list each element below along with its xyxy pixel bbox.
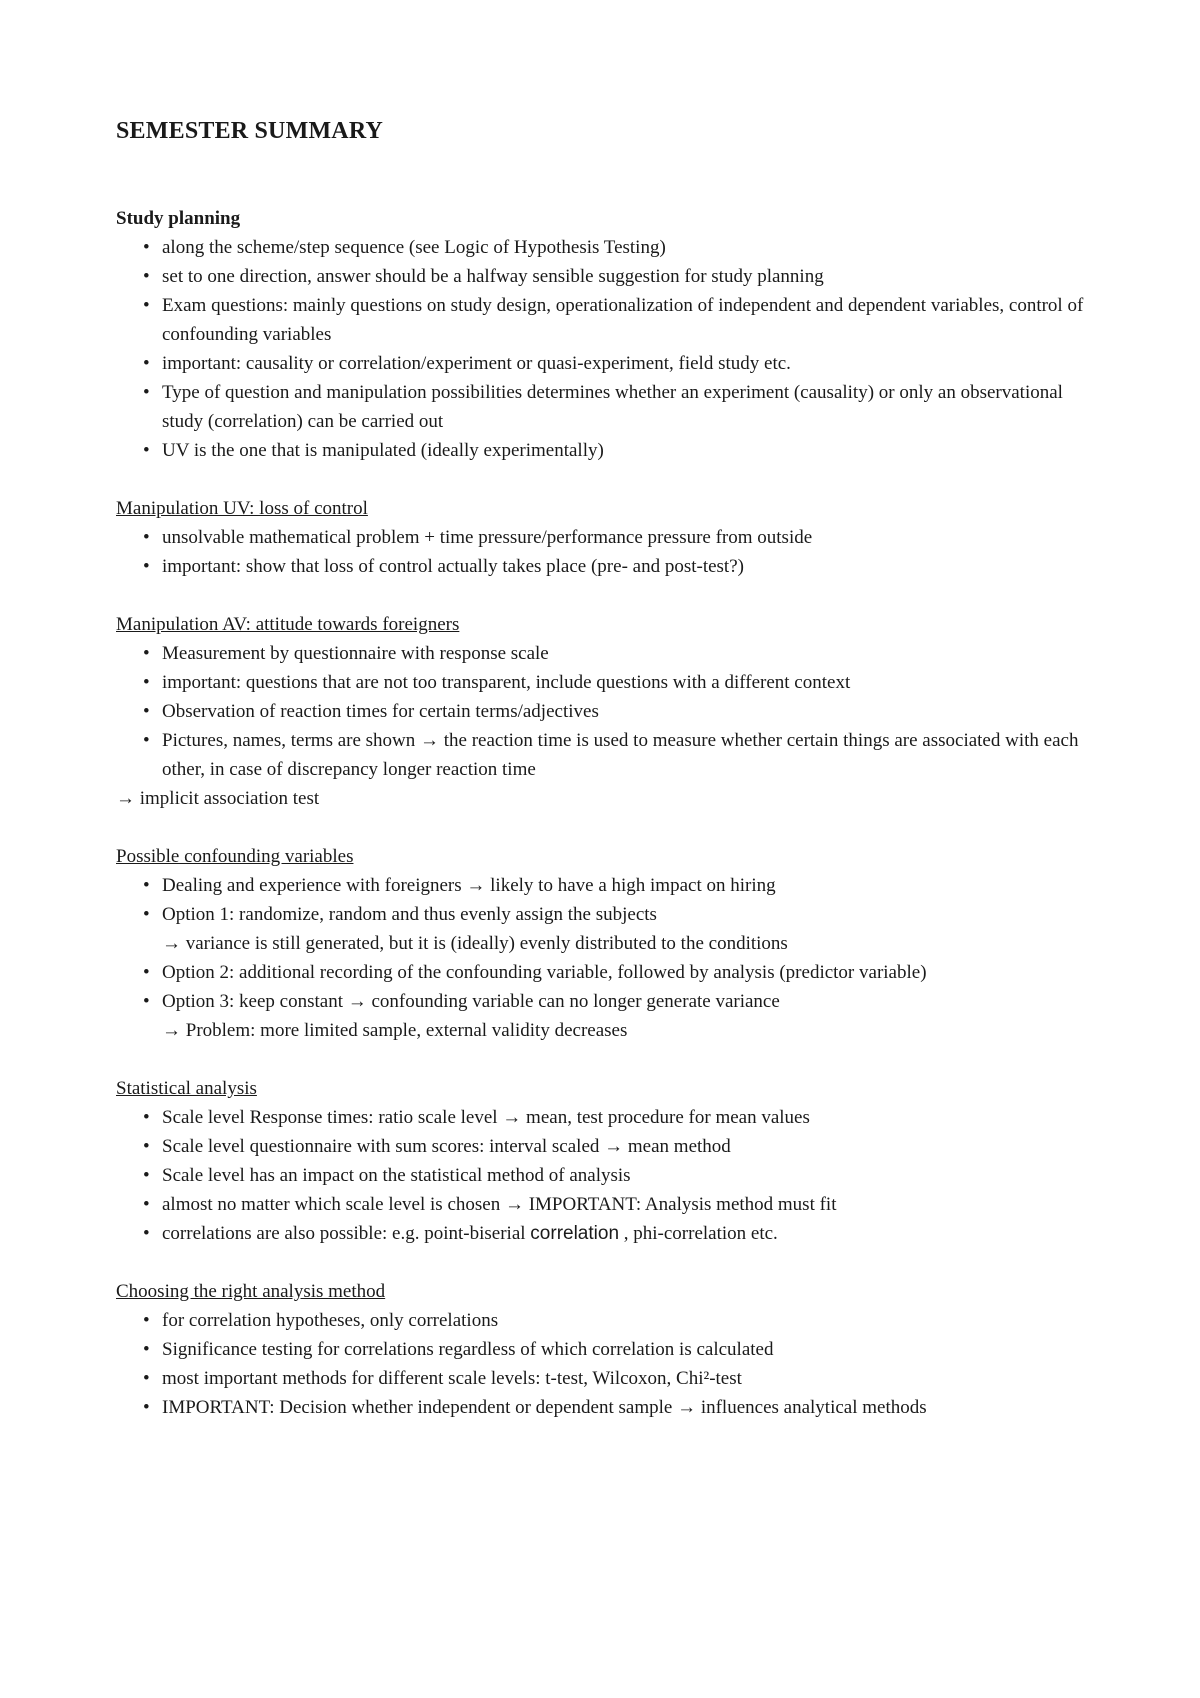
list-item: • Significance testing for correlations regardless of which correlation is calculated	[143, 1335, 1096, 1364]
list-item	[143, 1219, 1096, 1248]
list-item: • Type of question and manipulation possibilities determines whether an experiment (causality) or only an observational study (correlation) can be carried out	[143, 378, 1096, 436]
list-item: • important: causality or correlation/experiment or quasi-experiment, field study etc.	[143, 349, 1096, 378]
section-manipulation-av	[116, 610, 1096, 813]
spacer	[116, 1045, 1096, 1074]
document-page	[116, 115, 1096, 1422]
section-heading: Statistical analysis	[116, 1078, 257, 1099]
list-item: • Exam questions: mainly questions on study design, operationalization of independent and dependent variables, control of confounding variables	[143, 291, 1096, 349]
bullet-list	[116, 871, 1096, 1045]
bullet-list	[116, 523, 1096, 581]
list-item: • Measurement by questionnaire with response scale	[143, 639, 1096, 668]
section-manipulation-uv	[116, 494, 1096, 581]
spacer	[116, 147, 1096, 204]
section-statistical-analysis	[116, 1074, 1096, 1248]
list-item: • set to one direction, answer should be a halfway sensible suggestion for study planning	[143, 262, 1096, 291]
list-item: • important: show that loss of control actually takes place (pre- and post-test?)	[143, 552, 1096, 581]
list-item-continuation: → variance is still generated, but it is (ideally) evenly distributed to the conditions	[162, 933, 788, 954]
list-item-sans-word: correlation	[530, 1223, 620, 1244]
list-item	[143, 987, 1096, 1045]
list-item-text: Option 2: additional recording of the confounding variable, followed by analysis (predictor variable)	[162, 962, 927, 983]
list-item: • almost no matter which scale level is chosen → IMPORTANT: Analysis method must fit	[143, 1190, 1096, 1219]
list-item: • most important methods for different scale levels: t-test, Wilcoxon, Chi²-test	[143, 1364, 1096, 1393]
list-item-text: Option 1: randomize, random and thus evenly assign the subjects	[162, 904, 657, 925]
list-item: • for correlation hypotheses, only correlations	[143, 1306, 1096, 1335]
list-item: • unsolvable mathematical problem + time pressure/performance pressure from outside	[143, 523, 1096, 552]
list-item	[143, 958, 1096, 987]
spacer	[116, 813, 1096, 842]
bullet-list	[116, 233, 1096, 465]
list-item: • Observation of reaction times for certain terms/adjectives	[143, 697, 1096, 726]
section-heading: Choosing the right analysis method	[116, 1281, 386, 1302]
list-item-text: correlations are also possible: e.g. point-biserial	[162, 1223, 531, 1244]
bullet-list	[116, 639, 1096, 784]
spacer	[116, 1248, 1096, 1277]
list-item: • UV is the one that is manipulated (ideally experimentally)	[143, 436, 1096, 465]
section-heading: Manipulation UV: loss of control	[116, 498, 368, 519]
bullet-list	[116, 1103, 1096, 1248]
list-item: • Pictures, names, terms are shown → the reaction time is used to measure whether certain things are associated with each other, in case of discrepancy longer reaction time	[143, 726, 1096, 784]
list-item-continuation: → Problem: more limited sample, external validity decreases	[162, 1020, 628, 1041]
bullet-list	[116, 1306, 1096, 1422]
section-confounding-variables	[116, 842, 1096, 1045]
list-item	[143, 900, 1096, 958]
list-item	[143, 871, 1096, 900]
list-item-text: Option 3: keep constant → confounding variable can no longer generate variance	[162, 991, 780, 1012]
list-item: • Scale level Response times: ratio scale level → mean, test procedure for mean values	[143, 1103, 1096, 1132]
section-choosing-method	[116, 1277, 1096, 1422]
list-item-text: Dealing and experience with foreigners → likely to have a high impact on hiring	[162, 875, 776, 896]
list-item: • Scale level questionnaire with sum scores: interval scaled → mean method	[143, 1132, 1096, 1161]
section-heading: Possible confounding variables	[116, 846, 354, 867]
spacer	[116, 581, 1096, 610]
list-item: • IMPORTANT: Decision whether independent or dependent sample → influences analytical methods	[143, 1393, 1096, 1422]
list-item: • along the scheme/step sequence (see Logic of Hypothesis Testing)	[143, 233, 1096, 262]
trailing-line: → implicit association test	[116, 788, 320, 809]
page-title: SEMESTER SUMMARY	[116, 118, 384, 144]
list-item: • Scale level has an impact on the statistical method of analysis	[143, 1161, 1096, 1190]
section-heading: Manipulation AV: attitude towards foreigners	[116, 614, 460, 635]
section-study-planning	[116, 204, 1096, 465]
section-heading: Study planning	[116, 208, 241, 229]
list-item: • important: questions that are not too transparent, include questions with a different context	[143, 668, 1096, 697]
spacer	[116, 465, 1096, 494]
list-item-text: , phi-correlation etc.	[619, 1223, 778, 1244]
